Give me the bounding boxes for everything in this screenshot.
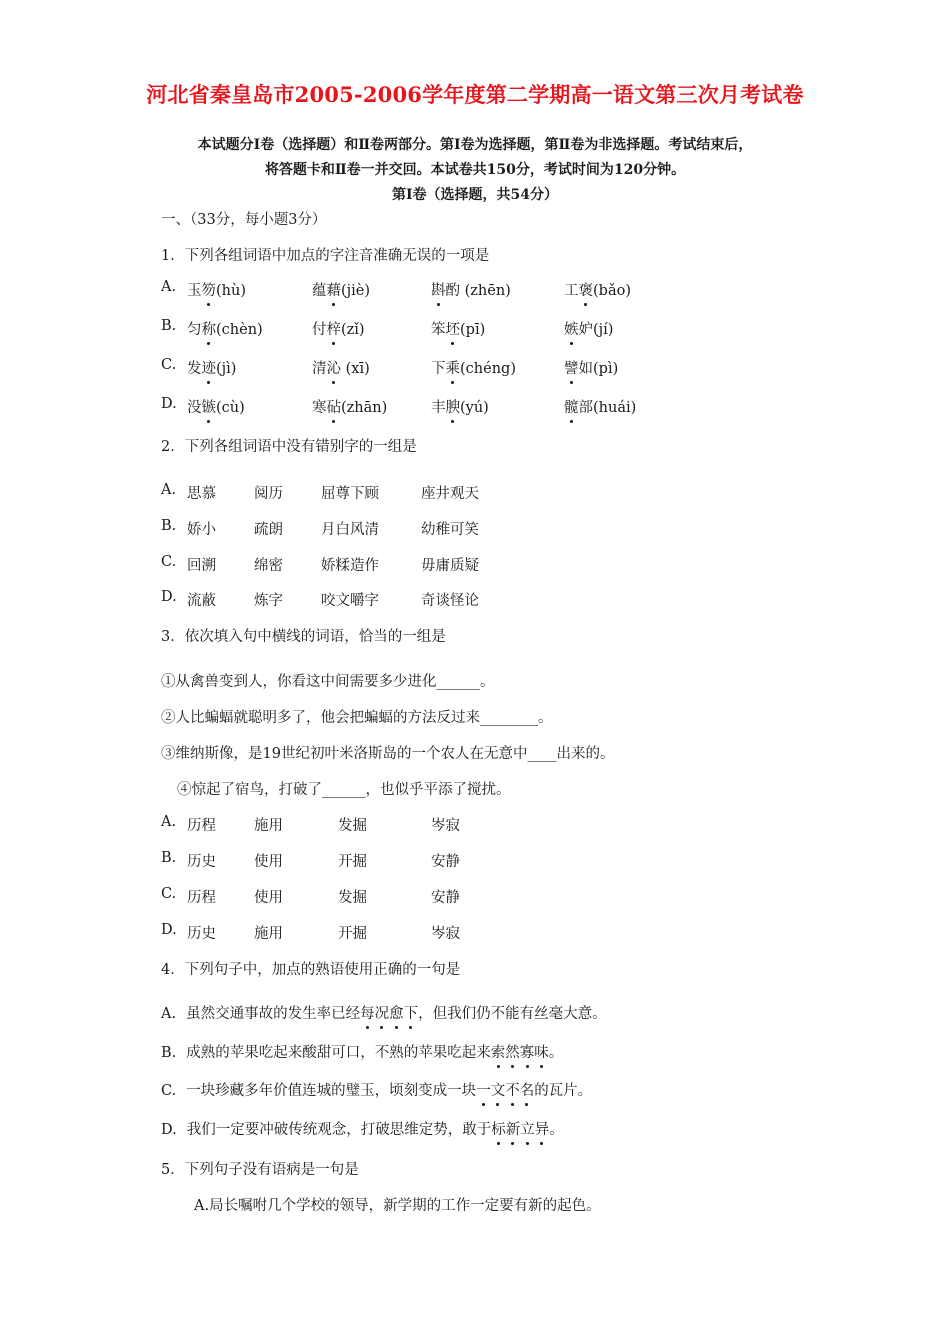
option-item: 髋部(huái) [564, 396, 636, 417]
sentence-start: 我们一定要冲破传统观念，打破思维定势，敢于 [186, 1122, 492, 1138]
option-item: 施用 [254, 926, 283, 942]
option-item: 安静 [431, 854, 460, 870]
part1-heading: 第Ⅰ卷（选择题，共54分） [391, 187, 559, 203]
option-item: 奇谈怪论 [421, 593, 479, 609]
option-item: 回溯 [187, 558, 216, 574]
q4-option-d [161, 1118, 564, 1139]
option-label: A. [161, 482, 177, 498]
option-label: A. [161, 1006, 177, 1022]
option-item: 岑寂 [431, 818, 460, 834]
option-label: C. [161, 1083, 177, 1099]
option-item: 历程 [187, 890, 216, 906]
intro-line-1: 本试题分Ⅰ卷（选择题）和Ⅱ卷两部分。第Ⅰ卷为选择题，第Ⅱ卷为非选择题。考试结束后， [197, 137, 753, 153]
question-4-stem: 4．下列句子中，加点的熟语使用正确的一句是 [161, 962, 461, 978]
option-label: A. [161, 814, 177, 830]
option-item: 开掘 [338, 854, 367, 870]
option-item: 安静 [431, 890, 460, 906]
option-item: 屈尊下顾 [321, 486, 379, 502]
dotted-idiom: 标新立异 [491, 1122, 549, 1138]
option-item: 历史 [187, 926, 216, 942]
option-item: 玉笏(hù) [187, 279, 246, 300]
option-item: 历史 [187, 854, 216, 870]
question-2-stem: 2．下列各组词语中没有错别字的一组是 [161, 439, 417, 455]
sentence-end: 。 [549, 1122, 564, 1138]
option-item: 月白风清 [321, 522, 379, 538]
option-label: D. [161, 1122, 177, 1138]
exam-title: 河北省秦皇岛市2005-2006学年度第二学期高一语文第三次月考试卷 [146, 82, 804, 107]
option-item: 使用 [254, 854, 283, 870]
sentence-start: 成熟的苹果吃起来酸甜可口，不熟的苹果吃起来 [186, 1045, 491, 1061]
option-item: 譬如(pì) [564, 357, 618, 378]
option-item: 发掘 [338, 818, 367, 834]
q4-option-a [161, 1002, 607, 1023]
section-1-heading: 一、（33分，每小题3分） [161, 212, 327, 228]
option-item: 嫉妒(jí) [564, 318, 613, 339]
option-item: 寒砧(zhān) [312, 396, 387, 417]
option-item: 开掘 [338, 926, 367, 942]
sentence-end: 。 [548, 1045, 564, 1061]
option-item: 岑寂 [431, 926, 460, 942]
q5-option-a: A.局长嘱咐几个学校的领导，新学期的工作一定要有新的起色。 [194, 1198, 601, 1214]
option-label: D. [161, 589, 177, 605]
option-item: 发掘 [338, 890, 367, 906]
option-item: 清沁 (xī) [312, 357, 370, 378]
dotted-idiom: 一文不名 [476, 1083, 534, 1099]
option-item: 发迹(jì) [187, 357, 236, 378]
option-label: C. [161, 357, 177, 373]
q4-option-b [161, 1041, 563, 1062]
question-5-stem: 5．下列句子没有语病是一句是 [161, 1162, 359, 1178]
dotted-idiom: 索然寡味 [491, 1045, 549, 1061]
option-item: 毋庸质疑 [421, 558, 479, 574]
option-item: 娇糅造作 [321, 558, 379, 574]
sentence-end: ，但我们仍不能有丝毫大意。 [418, 1006, 607, 1022]
intro-line-2: 将答题卡和Ⅱ卷一并交回。本试卷共150分，考试时间为120分钟。 [264, 162, 686, 178]
option-item: 疏朗 [254, 522, 283, 538]
option-item: 绵密 [254, 558, 283, 574]
option-item: 丰腴(yú) [431, 396, 489, 417]
option-label: B. [161, 318, 177, 334]
option-item: 使用 [254, 890, 283, 906]
option-item: 历程 [187, 818, 216, 834]
option-item: 蕴藉(jiè) [312, 279, 370, 300]
option-item: 施用 [254, 818, 283, 834]
option-label: C. [161, 886, 177, 902]
option-item: 娇小 [187, 522, 216, 538]
option-item: 工褒(bǎo) [564, 279, 631, 300]
q3-sentence-2: ②人比蝙蝠就聪明多了，他会把蝙蝠的方法反过来________。 [161, 710, 553, 726]
option-label: B. [161, 850, 177, 866]
option-item: 炼字 [254, 593, 283, 609]
option-item: 思慕 [187, 486, 216, 502]
option-item: 咬文嚼字 [321, 593, 379, 609]
q3-sentence-3: ③维纳斯像，是19世纪初叶米洛斯岛的一个农人在无意中____出来的。 [161, 746, 615, 762]
option-item: 座井观天 [421, 486, 479, 502]
option-label: C. [161, 554, 177, 570]
dotted-idiom: 每况愈下 [360, 1006, 418, 1022]
option-item: 匀称(chèn) [187, 318, 263, 339]
option-item: 没镞(cù) [187, 396, 245, 417]
option-label: D. [161, 922, 177, 938]
q3-sentence-4: ④惊起了宿鸟，打破了______，也似乎平添了搅扰。 [177, 782, 511, 798]
q4-option-c [161, 1079, 592, 1100]
option-item: 流蔽 [187, 593, 216, 609]
option-label: B. [161, 1045, 177, 1061]
option-item: 阅历 [254, 486, 283, 502]
question-3-stem: 3．依次填入句中横线的词语，恰当的一组是 [161, 629, 446, 645]
option-item: 下乘(chéng) [431, 357, 516, 378]
question-1-stem: 1．下列各组词语中加点的字注音准确无误的一项是 [161, 248, 490, 264]
option-label: A. [161, 279, 177, 295]
option-item: 付梓(zǐ) [312, 318, 365, 339]
option-label: B. [161, 518, 177, 534]
option-label: D. [161, 396, 177, 412]
sentence-start: 一块珍藏多年价值连城的璧玉，顷刻变成一块 [186, 1083, 477, 1099]
q3-sentence-1: ①从禽兽变到人，你看这中间需要多少进化______。 [161, 674, 495, 690]
option-item: 斟酌 (zhēn) [431, 279, 511, 300]
option-item: 幼稚可笑 [421, 522, 479, 538]
sentence-end: 的瓦片。 [534, 1083, 593, 1099]
sentence-start: 虽然交通事故的发生率已经 [186, 1006, 361, 1022]
option-item: 笨坯(pī) [431, 318, 485, 339]
